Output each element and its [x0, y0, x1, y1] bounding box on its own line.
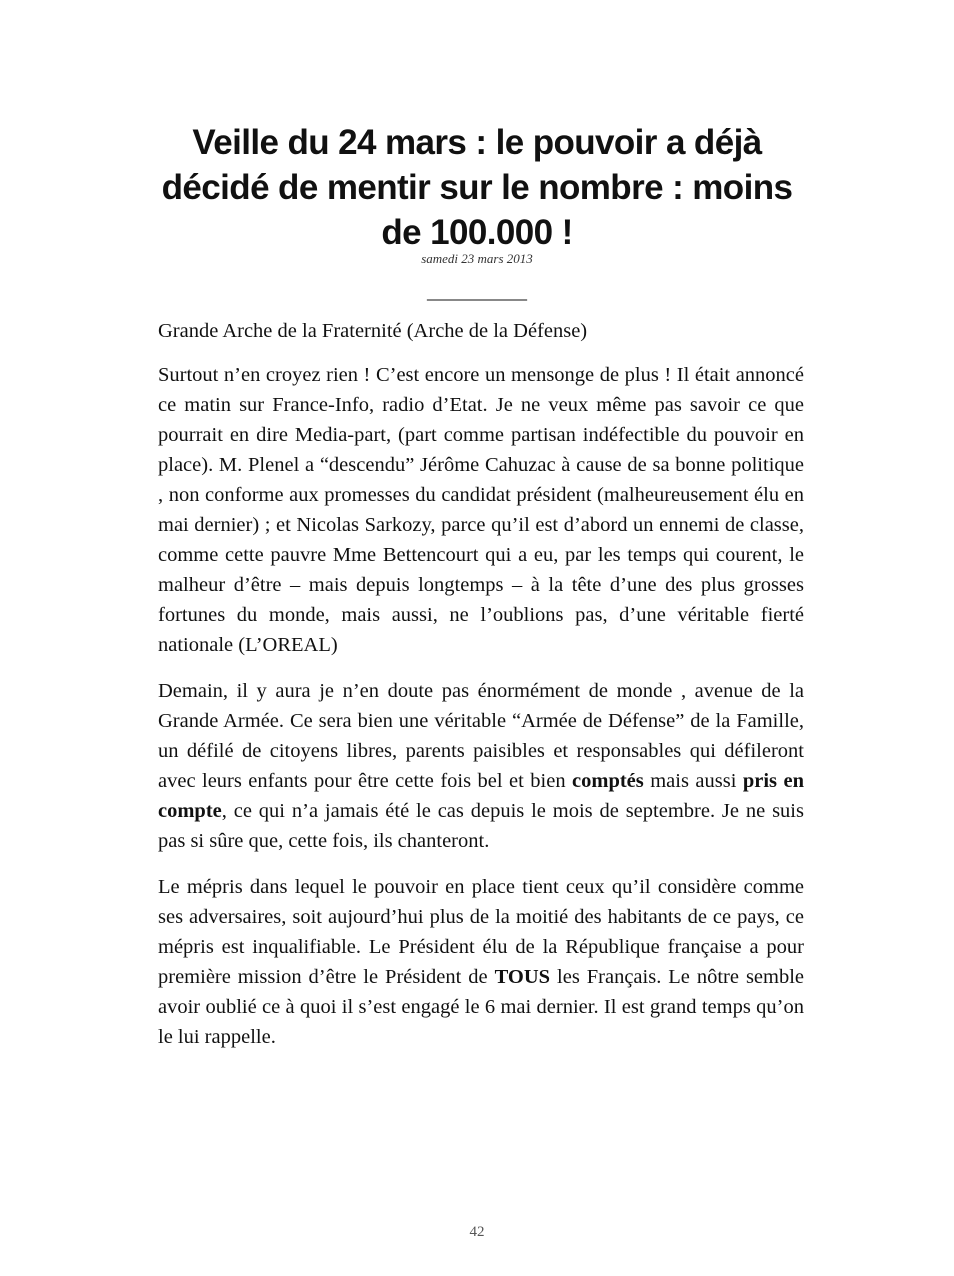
separator-line: __________: [427, 281, 527, 303]
paragraph-2-bold-a: comptés: [572, 770, 644, 792]
paragraph-2-bold-b: pris en compte: [158, 770, 804, 822]
article-title: Veille du 24 mars : le pouvoir a déjà décidé de mentir sur le nombre : moins de 100.000 !: [161, 123, 793, 252]
paragraph-3-bold: TOUS: [494, 966, 551, 988]
paragraph-3-text-a: Le mépris dans lequel le pouvoir en place tient ceux qu’il considère comme ses adversaires, soit aujourd’hui plus de la moitié des habitants de ce pays, ce mépris est inqualifiable. Le Président élu de la République française a pour première mission d’être le Président de: [158, 876, 804, 988]
paragraph-3-text-b: les Français. Le nôtre semble avoir oublié ce à quoi il s’est engagé le 6 mai dernier. Il est grand temps qu’on le lui rappelle.: [158, 966, 805, 1048]
paragraph-3: [158, 872, 804, 1052]
article-subtitle: Grande Arche de la Fraternité (Arche de la Défense): [158, 320, 588, 342]
article-body: [158, 316, 804, 1068]
paragraph-2-text-c: , ce qui n’a jamais été le cas depuis le mois de septembre. Je ne suis pas si sûre que, cette fois, ils chanteront.: [158, 800, 804, 852]
paragraph-2: [158, 676, 804, 856]
article-date: samedi 23 mars 2013: [421, 251, 533, 266]
paragraph-2-text-a: Demain, il y aura je n’en doute pas énormément de monde , avenue de la Grande Armée. Ce sera bien une véritable “Armée de Défense” de la Famille, un défilé de citoyens libres, parents paisibles et responsables qui défileront avec leurs enfants pour être cette fois bel et bien: [158, 680, 804, 792]
page-number: 42: [469, 1224, 485, 1240]
paragraph-2-text-b: mais aussi: [643, 770, 743, 792]
paragraph-1: Surtout n’en croyez rien ! C’est encore un mensonge de plus ! Il était annoncé ce matin sur France-Info, radio d’Etat. Je ne veux même pas savoir ce que pourrait en dire Media-part, (part comme partisan indéfectible du pouvoir en place). M. Plenel a “descendu” Jérôme Cahuzac à cause de sa bonne politique , non conforme aux promesses du candidat président (malheureusement élu en mai dernier) ; et Nicolas Sarkozy, parce qu’il est d’abord un ennemi de classe, comme cette pauvre Mme Bettencourt qui a eu, par les temps qui courent, le malheur d’être – mais depuis longtemps – à la tête d’une des plus grosses fortunes du monde, mais aussi, ne l’oublions pas, d’une véritable fierté nationale (L’OREAL): [158, 364, 804, 656]
